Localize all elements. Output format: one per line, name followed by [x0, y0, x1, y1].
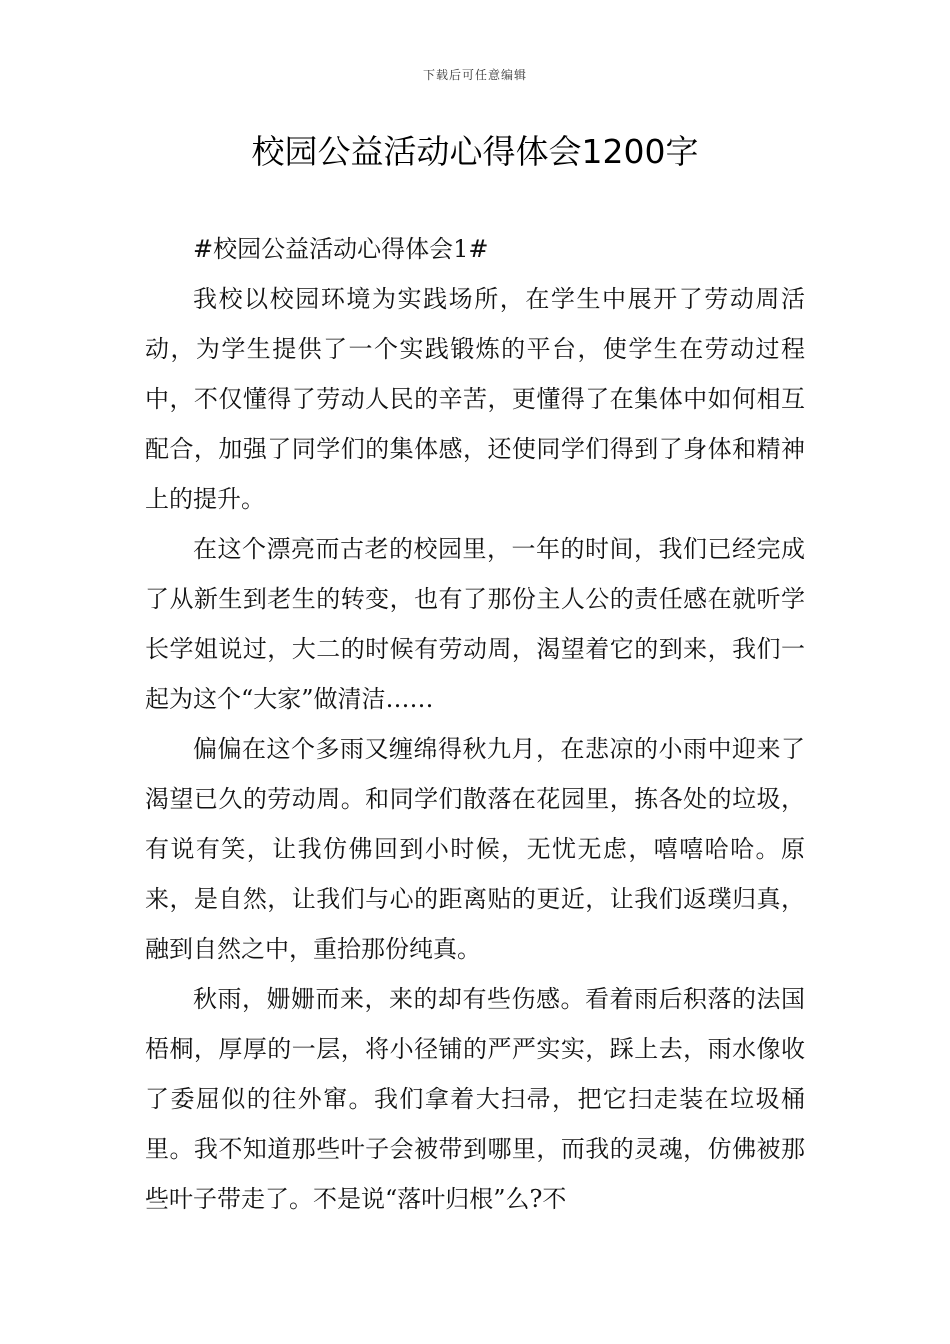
section-heading: #校园公益活动心得体会1# [193, 235, 489, 263]
document-title: 校园公益活动心得体会1200字 [251, 132, 699, 171]
paragraph-2: 在这个漂亮而古老的校园里，一年的时间，我们已经完成了从新生到老生的转变，也有了那份主人公的责任感在就听学长学姐说过，大二的时候有劳动周，渴望着它的到来，我们一起为这个“大家”做清洁…… [145, 535, 805, 713]
paragraph-4: 秋雨，姗姗而来，来的却有些伤感。看着雨后积落的法国梧桐，厚厚的一层，将小径铺的严严实实，踩上去，雨水像收了委屈似的往外窜。我们拿着大扫帚，把它扫走装在垃圾桶里。我不知道那些叶子会被带到哪里，而我的灵魂，仿佛被那些叶子带走了。不是说“落叶归根”么?不 [145, 985, 805, 1213]
document-body [145, 224, 805, 1224]
header-note: 下载后可任意编辑 [422, 68, 527, 82]
paragraph-1: 我校以校园环境为实践场所，在学生中展开了劳动周活动，为学生提供了一个实践锻炼的平台，使学生在劳动过程中，不仅懂得了劳动人民的辛苦，更懂得了在集体中如何相互配合，加强了同学们的集体感，还使同学们得到了身体和精神上的提升。 [145, 285, 805, 513]
paragraph-3: 偏偏在这个多雨又缠绵得秋九月，在悲凉的小雨中迎来了渴望已久的劳动周。和同学们散落在花园里，拣各处的垃圾，有说有笑，让我仿佛回到小时候，无忧无虑，嘻嘻哈哈。原来，是自然，让我们与心的距离贴的更近，让我们返璞归真，融到自然之中，重拾那份纯真。 [145, 735, 805, 963]
